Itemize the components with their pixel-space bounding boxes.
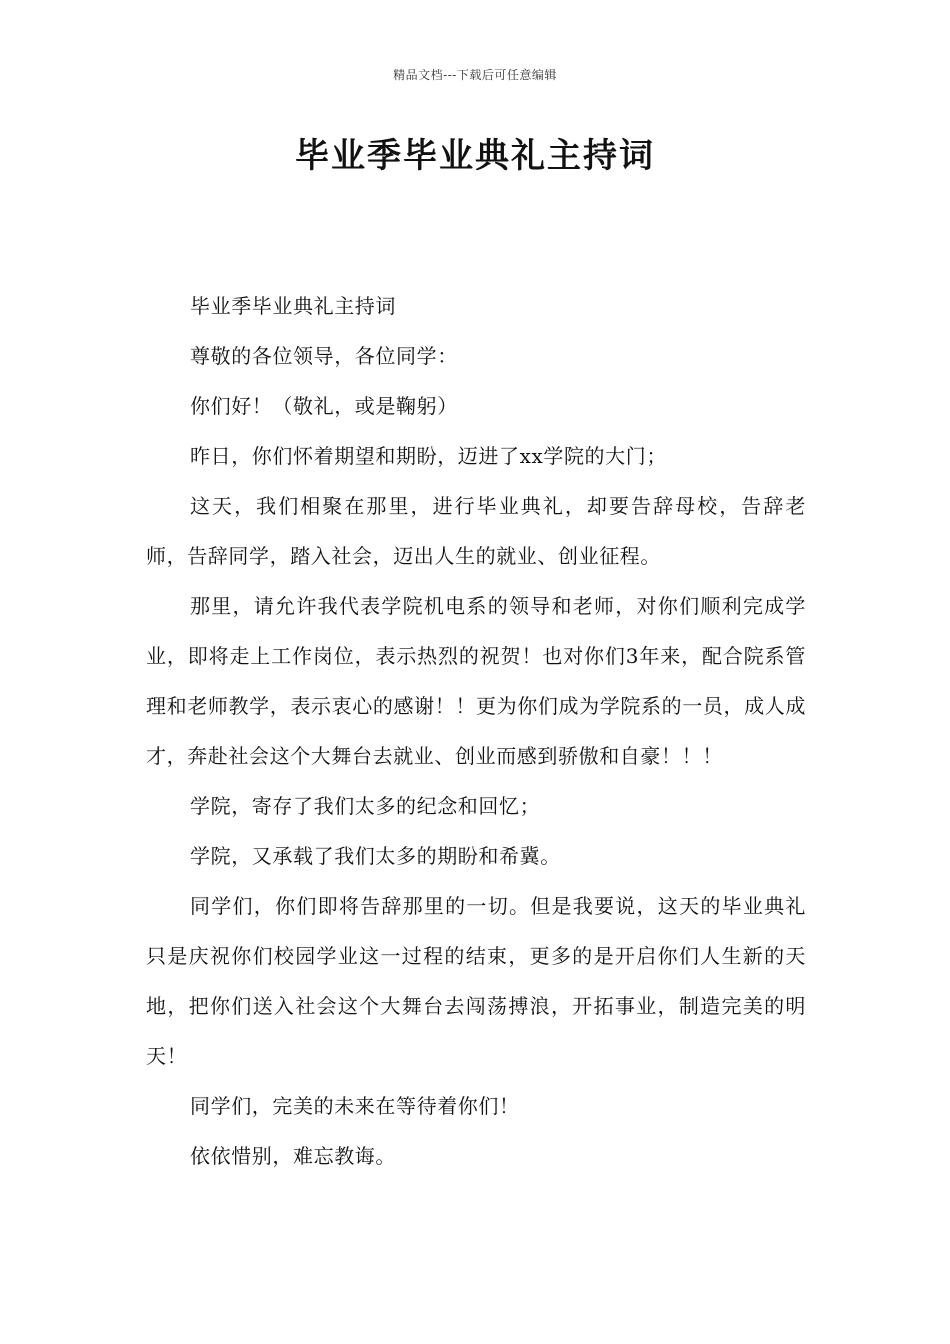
paragraph: 昨日，你们怀着期望和期盼，迈进了xx学院的大门； <box>190 444 667 468</box>
paragraph: 毕业季毕业典礼主持词 <box>190 294 396 318</box>
paragraph: 同学们，你们即将告辞那里的一切。但是我要说，这天的毕业典礼只是庆祝你们校园学业这一过程的结束，更多的是开启你们人生新的天地，把你们送入社会这个大舞台去闯荡搏浪，开拓事业，制造完美的明天！ <box>146 894 806 1068</box>
paragraph: 这天，我们相聚在那里，进行毕业典礼，却要告辞母校，告辞老师，告辞同学，踏入社会，迈出人生的就业、创业征程。 <box>146 494 806 568</box>
header-note: 精品文档---下载后可任意编辑 <box>393 68 557 82</box>
document-title: 毕业季毕业典礼主持词 <box>295 136 655 176</box>
paragraph: 尊敬的各位领导，各位同学： <box>190 344 458 368</box>
paragraph: 同学们，完美的未来在等待着你们！ <box>190 1094 520 1118</box>
paragraph: 学院，又承载了我们太多的期盼和希冀。 <box>190 844 561 868</box>
paragraph: 那里，请允许我代表学院机电系的领导和老师，对你们顺利完成学业，即将走上工作岗位，表示热烈的祝贺！也对你们3年来，配合院系管理和老师教学，表示衷心的感谢！！更为你们成为学院系的一员，成人成才，奔赴社会这个大舞台去就业、创业而感到骄傲和自豪！！！ <box>146 594 806 768</box>
document-body <box>146 281 806 1181</box>
paragraph: 你们好！（敬礼，或是鞠躬） <box>190 394 458 418</box>
paragraph: 学院，寄存了我们太多的纪念和回忆； <box>190 794 541 818</box>
paragraph: 依依惜别，难忘教诲。 <box>190 1144 396 1168</box>
